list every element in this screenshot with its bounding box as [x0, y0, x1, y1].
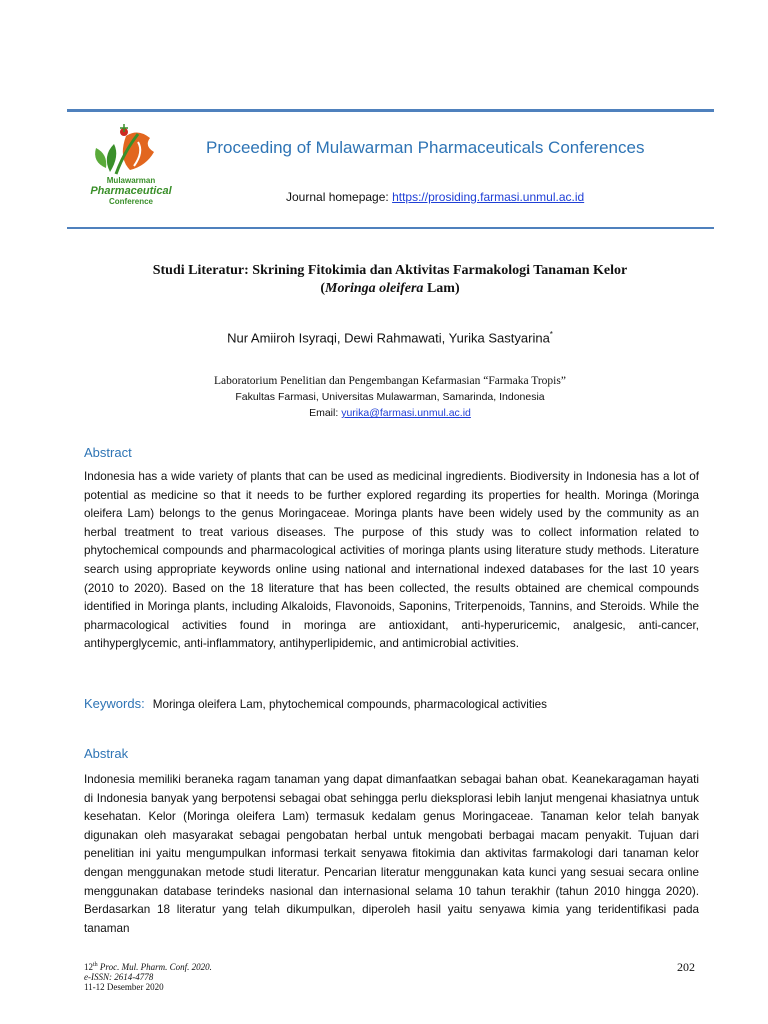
keywords-heading: Keywords:: [84, 696, 145, 711]
title-paren-open: (: [320, 281, 326, 296]
homepage-label: Journal homepage:: [286, 190, 393, 204]
issn-text: e-ISSN: 2614-4778: [84, 972, 154, 982]
author-names: Nur Amiiroh Isyraqi, Dewi Rahmawati, Yurika Sastyarina: [227, 330, 550, 346]
title-species: Moringa oleifera: [325, 281, 424, 296]
affiliation-faculty: Fakultas Farmasi, Universitas Mulawarman, Samarinda, Indonesia: [235, 391, 545, 403]
footer-dates: 11-12 Desember 2020: [84, 982, 164, 992]
header-bottom-rule: [67, 227, 714, 229]
logo-text-line2: Pharmaceutical: [90, 185, 172, 197]
abstract-text: Indonesia has a wide variety of plants that can be used as medicinal ingredients. Biodiversity in Indonesia has a lot of potential as medicine so that it needs to be further explored regarding its properties for health. Moringa (Moringa oleifera Lam) belongs to the genus Moringaceae. Moringa plants have been widely used by the community as an herbal treatment to treat various diseases. The purpose of this study was to collect information related to phytochemical compounds and pharmacological activities of moringa plants using literature study methods. Literature search using appropriate keywords online using national and international indexed databases for the last 10 years (2010 to 2020). Based on the 18 literature that has been collected, the results obtained are chemical compounds identified in Moringa plants, including Alkaloids, Flavonoids, Saponins, Triterpenoids, Tannins, and Steroids. While the pharmacological activities found in moringa are antioxidant, anti-hyperuricemic, analgesic, anti-cancer, antihyperglycemic, anti-inflammatory, antihyperlipidemic, and antimicrobial activities.: [84, 470, 699, 651]
footer-issn: [84, 972, 212, 982]
abstrak-text: Indonesia memiliki beraneka ragam tanaman yang dapat dimanfaatkan sebagai bahan obat. Keanekaragaman hayati di Indonesia banyak yang berpotensi sebagai obat sehingga perlu dieksplorasi lebih lanjut mengenai khasiatnya untuk kesehatan. Kelor (Moringa oleifera Lam) termasuk kedalam genus Moringaceae. Tanaman kelor telah banyak digunakan oleh masyarakat sebagai pengobatan herbal untuk mengobati berbagai macam penyakit. Tujuan dari penelitian ini yaitu mengumpulkan informasi terkait senyawa fitokimia dan aktivitas farmakologi dari tanaman kelor dengan menggunakan metode studi literatur. Pencarian literatur menggunakan kata kunci yang sesuai secara online menggunakan database terindeks nasional dan internasional selama 10 tahun terakhir (tahun 2010 hingga 2020). Berdasarkan 18 literatur yang telah dikumpulkan, diperoleh hasil yaitu senyawa kimia yang teridentifikasi pada tanaman: [84, 773, 699, 935]
authors: [90, 330, 690, 345]
affiliation: [90, 373, 690, 421]
logo-text-line3: Conference: [108, 197, 153, 206]
logo-text-line1: Mulawarman: [106, 176, 156, 185]
journal-name: Proceeding of Mulawarman Pharmaceuticals Conferences: [206, 138, 645, 157]
homepage-link[interactable]: https://prosiding.farmasi.unmul.ac.id: [392, 190, 585, 204]
title-paren-close: Lam): [423, 281, 460, 296]
conference-logo-icon: [80, 122, 180, 178]
title-line2: [90, 280, 690, 298]
title-line1: Studi Literatur: Skrining Fitokimia dan Aktivitas Farmakologi Tanaman Kelor: [152, 263, 628, 278]
keywords-text: Moringa oleifera Lam, phytochemical compounds, pharmacological activities: [152, 698, 548, 711]
corresponding-mark: *: [549, 330, 553, 339]
email-label: Email:: [309, 407, 342, 419]
conference-logo: [80, 122, 180, 208]
article-title: [90, 262, 690, 298]
abstrak-heading: Abstrak: [84, 746, 129, 761]
edition-suffix: th: [93, 962, 98, 968]
edition-number: 12: [84, 962, 93, 972]
affiliation-email: [90, 405, 690, 421]
email-link[interactable]: yurika@farmasi.unmul.ac.id: [341, 407, 471, 419]
affiliation-lab: Laboratorium Penelitian dan Pengembangan Kefarmasian “Farmaka Tropis”: [214, 375, 566, 387]
footer-edition: [84, 960, 212, 972]
page-number: 202: [677, 960, 695, 974]
header-top-rule: [67, 109, 714, 112]
footer-citation: [84, 960, 212, 992]
abstract-heading: Abstract: [84, 445, 132, 460]
edition-title: Proc. Mul. Pharm. Conf. 2020.: [97, 962, 212, 972]
keywords: [84, 696, 547, 711]
journal-homepage: [286, 190, 584, 204]
